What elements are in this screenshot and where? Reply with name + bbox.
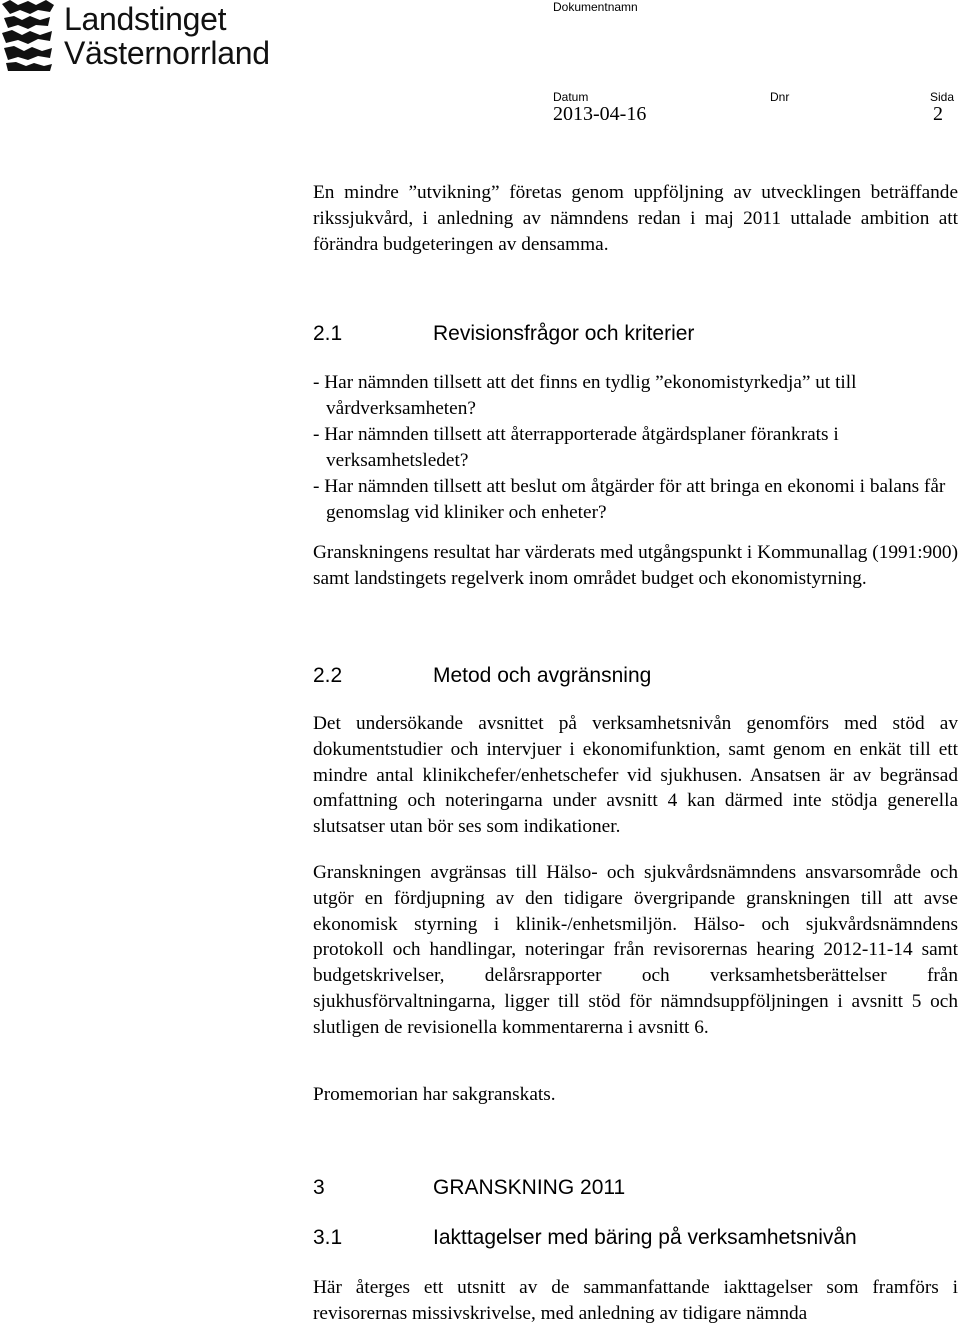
section-title: Metod och avgränsning <box>433 664 652 687</box>
section-number: 3 <box>313 1176 325 1199</box>
revision-question-3: - Har nämnden tillsett att beslut om åtgärder för att bringa en ekonomi i balans får genomslag vid kliniker och enheter? <box>313 476 946 523</box>
page-label: Sida <box>930 90 955 104</box>
intro-paragraph: En mindre ”utvikning” företas genom uppföljning av utvecklingen beträffande rikssjukvård, i anledning av nämndens redan i maj 2011 uttalade ambition att förändra budgeteringen av densamma. <box>313 182 958 255</box>
section-number: 2.2 <box>313 664 343 687</box>
date-label: Datum <box>553 90 589 104</box>
section-title: Iakttagelser med bäring på verksamhetsnivån <box>433 1226 857 1249</box>
document-name-label: Dokumentnamn <box>553 0 638 14</box>
logo-line-1: Landstinget <box>64 1 227 37</box>
section-number: 2.1 <box>313 322 343 345</box>
method-paragraph-3: Promemorian har sakgranskats. <box>313 1084 556 1105</box>
section-title: Revisionsfrågor och kriterier <box>433 322 695 345</box>
criteria-paragraph: Granskningens resultat har värderats med utgångspunkt i Kommunallag (1991:900) samt landstingets regelverk inom området budget och ekonomistyrning. <box>313 542 958 589</box>
method-paragraph-2: Granskningen avgränsas till Hälso- och sjukvårdsnämndens ansvarsområde och utgör en fördjupning av den tidigare övergripande granskningen till att avse ekonomisk styrning i klinik-/enhetsmiljön. Hälso- och sjukvårdsnämndens protokoll och handlingar, noteringar från revisorernas hearing 2012-11-14 samt budgetskrivelser, delårsrapporter och verksamhetsberättelser från sjukhusförvaltningarna, ligger till stöd för nämndsuppföljningen i avsnitt 5 och slutligen de revisionella kommentarerna i avsnitt 6. <box>313 862 958 1038</box>
logo-line-2: Västernorrland <box>64 35 270 71</box>
revision-question-1: - Har nämnden tillsett att det finns en tydlig ”ekonomistyrkedja” ut till vårdverksamheten? <box>313 372 857 419</box>
revision-question-2: - Har nämnden tillsett att återrapporterade åtgärdsplaner förankrats i verksamhetsledet? <box>313 424 839 471</box>
section-number: 3.1 <box>313 1226 343 1249</box>
observations-paragraph: Här återges ett utsnitt av de sammanfattande iakttagelser som framförs i revisorernas missivskrivelse, med anledning av tidigare nämnda <box>313 1277 958 1324</box>
date-value: 2013-04-16 <box>553 103 647 125</box>
page-number: 2 <box>933 103 943 125</box>
method-paragraph-1: Det undersökande avsnittet på verksamhetsnivån genomförs med stöd av dokumentstudier och intervjuer i ekonomifunktion, samt genom en enkät till ett mindre antal klinikchefer/enhetschefer vid sjukhusen. Ansatsen är av begränsad omfattning och noteringarna under avsnitt 4 kan därmed inte stödja generella slutsatser utan bör ses som indikationer. <box>313 713 958 838</box>
dnr-label: Dnr <box>770 90 790 104</box>
section-title: GRANSKNING 2011 <box>433 1176 626 1199</box>
logo <box>0 0 300 75</box>
landstinget-emblem-icon <box>0 0 60 72</box>
